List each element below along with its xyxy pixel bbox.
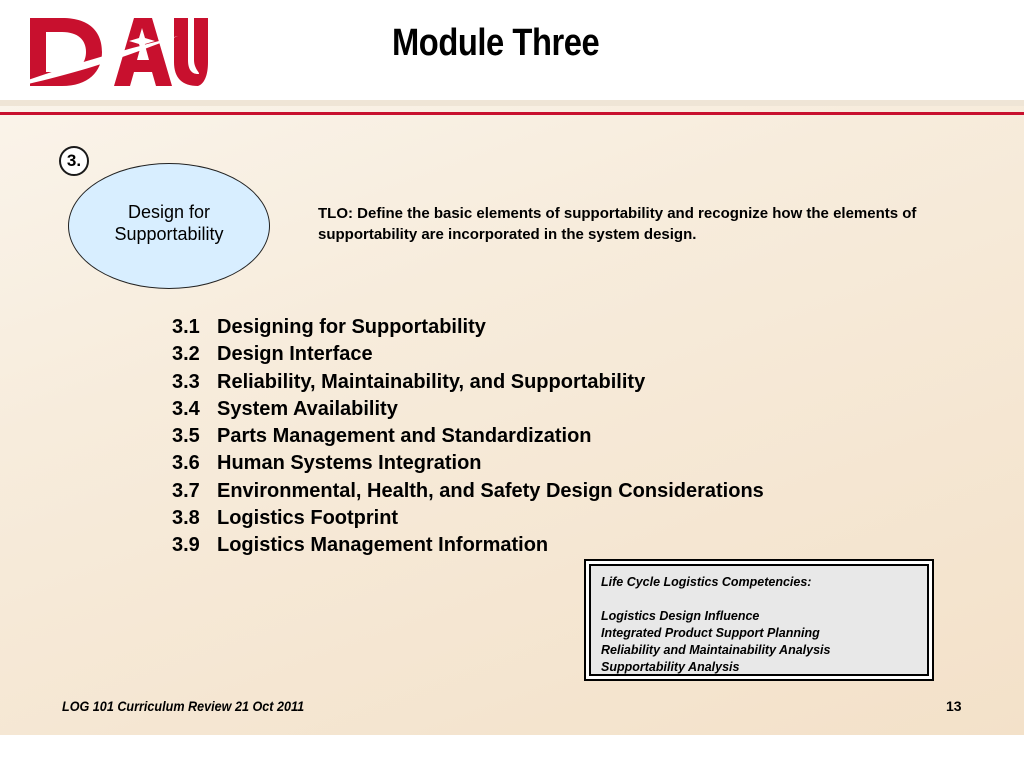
list-item: [172, 423, 764, 450]
competency-item: Integrated Product Support Planning: [601, 626, 820, 640]
page-title: Module Three: [392, 22, 600, 64]
page-number: 13: [946, 698, 962, 714]
slide-header: [0, 0, 1024, 100]
competencies-heading: Life Cycle Logistics Competencies:: [601, 575, 812, 589]
competency-item: Logistics Design Influence: [601, 609, 760, 623]
terminal-learning-objective: TLO: Define the basic elements of supportability and recognize how the elements of supportability are incorporated in the system design.: [318, 205, 917, 243]
list-item: [172, 450, 764, 477]
topic-number: 3.4: [172, 397, 200, 420]
header-divider-grey: [0, 100, 1024, 106]
topic-number: 3.7: [172, 479, 200, 502]
competency-item: Reliability and Maintainability Analysis: [601, 643, 831, 657]
module-number-badge: 3.: [59, 146, 89, 176]
list-item: [172, 532, 764, 559]
list-item: [172, 369, 764, 396]
topic-number: 3.8: [172, 507, 200, 530]
topic-label: Designing for Supportability: [217, 316, 486, 338]
list-item: [172, 314, 764, 341]
list-item: [172, 341, 764, 368]
competency-item: Supportability Analysis: [601, 660, 740, 674]
topic-number: 3.3: [172, 370, 200, 393]
footer-text: LOG 101 Curriculum Review 21 Oct 2011: [62, 698, 305, 714]
module-name-ellipse: Design for Supportability: [68, 163, 270, 289]
topic-label: System Availability: [217, 397, 398, 420]
topic-label: Parts Management and Standardization: [217, 425, 592, 448]
topic-label: Human Systems Integration: [217, 452, 482, 475]
topic-label: Logistics Footprint: [217, 507, 399, 530]
topic-number: 3.9: [172, 534, 200, 557]
topic-number: 3.1: [172, 316, 200, 338]
topic-label: Environmental, Health, and Safety Design Considerations: [217, 479, 764, 502]
topic-number: 3.6: [172, 452, 200, 475]
topic-number: 3.2: [172, 343, 200, 366]
topic-label: Logistics Management Information: [217, 534, 549, 557]
topic-list: [172, 314, 764, 560]
topic-number: 3.5: [172, 425, 200, 448]
dau-logo: [28, 14, 210, 95]
topic-label: Reliability, Maintainability, and Supportability: [217, 370, 646, 393]
list-item: [172, 396, 764, 423]
competencies-box: [584, 559, 934, 681]
competencies-box-inner: [589, 564, 929, 676]
header-divider-red: [0, 112, 1024, 115]
list-item: [172, 478, 764, 505]
list-item: [172, 505, 764, 532]
topic-label: Design Interface: [217, 343, 373, 366]
